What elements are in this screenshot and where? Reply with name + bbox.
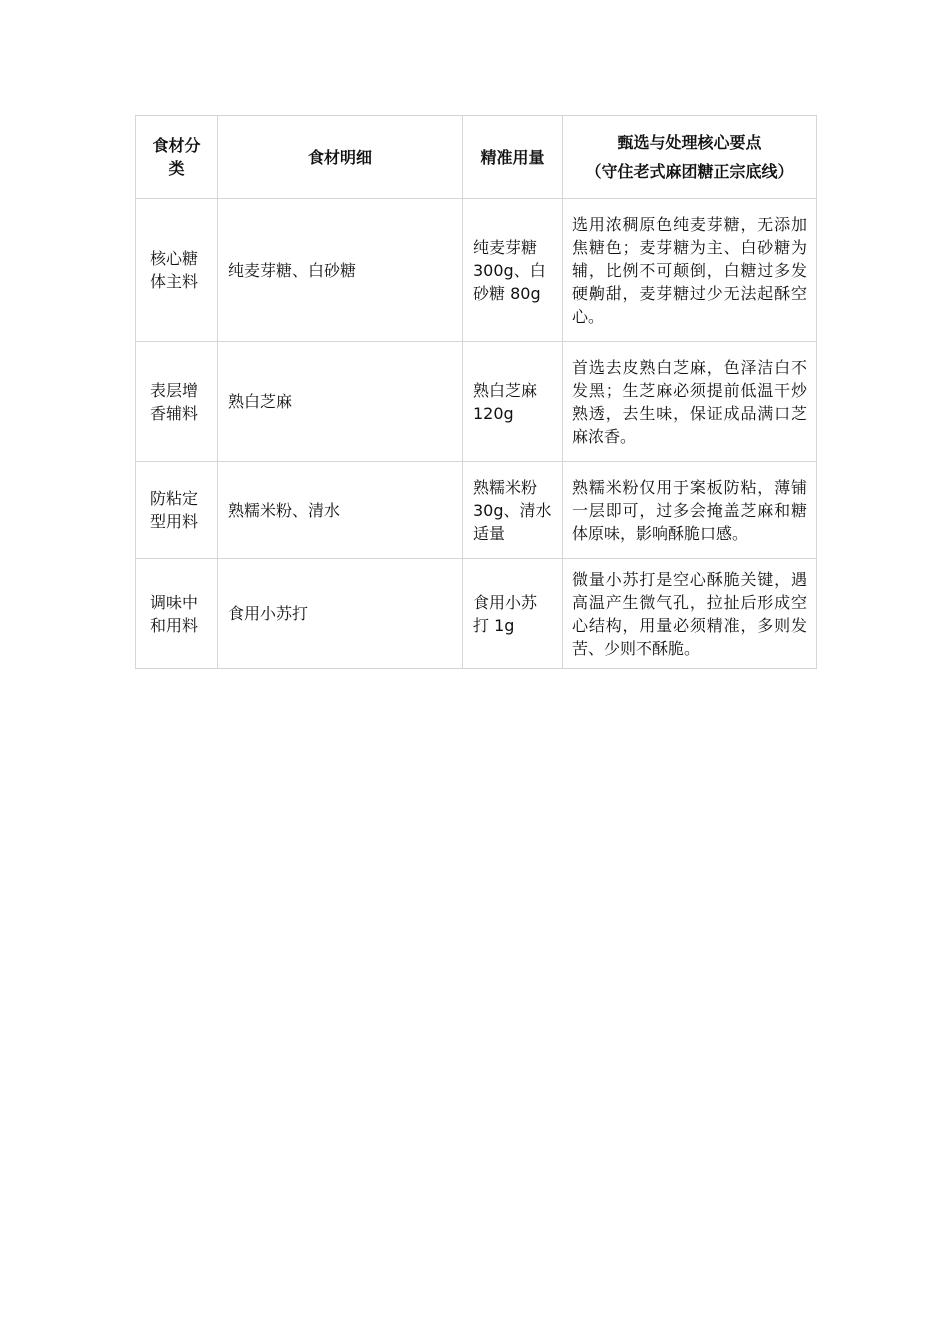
header-requirement-line2: （守住老式麻团糖正宗底线） (585, 162, 794, 181)
cell-detail: 熟白芝麻 (218, 342, 463, 462)
ingredient-table (135, 115, 817, 669)
table-row (136, 342, 817, 462)
header-category: 食材分类 (136, 116, 218, 199)
cell-amount: 熟糯米粉 30g、清水适量 (463, 462, 563, 559)
cell-category: 调味中和用料 (136, 559, 218, 669)
cell-requirement: 首选去皮熟白芝麻，色泽洁白不发黑；生芝麻必须提前低温干炒熟透，去生味，保证成品满口芝麻浓香。 (563, 342, 817, 462)
table-row (136, 462, 817, 559)
cell-requirement: 选用浓稠原色纯麦芽糖，无添加焦糖色；麦芽糖为主、白砂糖为辅，比例不可颠倒，白糖过多发硬齁甜，麦芽糖过少无法起酥空心。 (563, 199, 817, 342)
cell-amount: 熟白芝麻 120g (463, 342, 563, 462)
cell-amount: 食用小苏打 1g (463, 559, 563, 669)
cell-detail: 食用小苏打 (218, 559, 463, 669)
cell-category: 核心糖体主料 (136, 199, 218, 342)
header-requirement (563, 116, 817, 199)
table-header-row (136, 116, 817, 199)
header-amount: 精准用量 (463, 116, 563, 199)
header-detail: 食材明细 (218, 116, 463, 199)
table-row (136, 559, 817, 669)
cell-detail: 熟糯米粉、清水 (218, 462, 463, 559)
cell-detail: 纯麦芽糖、白砂糖 (218, 199, 463, 342)
table-row (136, 199, 817, 342)
cell-requirement: 微量小苏打是空心酥脆关键，遇高温产生微气孔，拉扯后形成空心结构，用量必须精准，多则发苦、少则不酥脆。 (563, 559, 817, 669)
cell-requirement: 熟糯米粉仅用于案板防粘，薄铺一层即可，过多会掩盖芝麻和糖体原味，影响酥脆口感。 (563, 462, 817, 559)
cell-category: 表层增香辅料 (136, 342, 218, 462)
header-requirement-line1: 甄选与处理核心要点 (617, 133, 762, 152)
cell-category: 防粘定型用料 (136, 462, 218, 559)
cell-amount: 纯麦芽糖 300g、白砂糖 80g (463, 199, 563, 342)
